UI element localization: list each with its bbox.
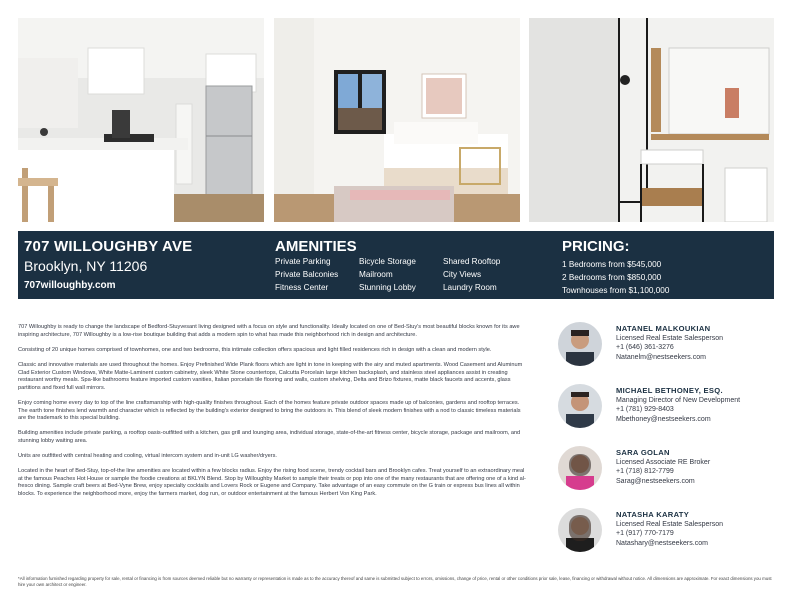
amenities-title: AMENITIES: [275, 238, 357, 255]
agent-title: Licensed Real Estate Salesperson: [616, 334, 724, 342]
agent-phone[interactable]: +1 (781) 929-8403: [616, 406, 674, 414]
agent-name: NATANEL MALKOUKIAN: [616, 324, 711, 333]
agent-phone[interactable]: +1 (917) 770-7179: [616, 530, 674, 538]
agent-email[interactable]: Natashary@nestseekers.com: [616, 539, 708, 547]
agent-name: MICHAEL BETHONEY, ESQ.: [616, 386, 723, 395]
agent-email[interactable]: Mbethoney@nestseekers.com: [616, 415, 711, 423]
pricing-item: 1 Bedrooms from $545,000: [562, 260, 662, 269]
description-paragraph: Enjoy coming home every day to top of the line craftsmanship with high-quality finishes throughout. Each of the homes feature private outdoor spaces made up of balconies, gardens and rooftop terraces. The earth tone finishes lend warmth and character which is reflected by the building's exterior designed to bring the outdoors in. This blend of sleek modern finishes with a nod to classic timeless materials are the trademark to this special building.: [18, 399, 521, 422]
address-city: Brooklyn, NY 11206: [24, 258, 148, 274]
photo-strip: [18, 18, 774, 222]
amenity-item: Shared Rooftop: [443, 257, 501, 266]
amenity-item: Bicycle Storage: [359, 257, 416, 266]
agent-phone[interactable]: +1 (718) 812-7799: [616, 468, 674, 476]
amenity-item: City Views: [443, 270, 482, 279]
amenity-item: Laundry Room: [443, 283, 497, 292]
amenity-item: Private Parking: [275, 257, 331, 266]
description-paragraph: Building amenities include private parking, a rooftop oasis-outfitted with a kitchen, gas grill and lounging area, individual storage, state-of-the-art fitness center, bicycle storage, package and mailroom, and stunning lobby waiting area.: [18, 430, 521, 444]
pricing-list: [562, 258, 669, 297]
description-paragraph: Consisting of 20 unique homes comprised of townhomes, one and two bedrooms, this intimate collection offers spacious and light filled residences rich in design with a clean and modern style.: [18, 346, 492, 353]
address-title: 707 WILLOUGHBY AVE: [24, 238, 193, 255]
amenity-item: Private Balconies: [275, 270, 339, 279]
website-link[interactable]: 707willoughby.com: [24, 280, 116, 291]
amenity-item: Mailroom: [359, 270, 393, 279]
disclaimer: *All information furnished regarding property for sale, rental or financing is from sources deemed reliable but no warranty or representation is made as to the accuracy thereof and same is submitted subject to errors, omissions, change of price, rental or other conditions prior sale, lease, financing or withdrawal without notice. All dimensions are approximate. For exact dimensions you must hire your own architect or engineer.: [18, 576, 772, 587]
agent-name: NATASHA KARATY: [616, 510, 690, 519]
avatar: [558, 446, 602, 490]
bedroom-photo: [274, 18, 520, 222]
amenity-item: Fitness Center: [275, 283, 329, 292]
agent-email[interactable]: Natanelm@nestseekers.com: [616, 353, 706, 361]
agent-title: Licensed Associate RE Broker: [616, 458, 711, 466]
agent-phone[interactable]: +1 (646) 361-3276: [616, 344, 674, 352]
amenities-list: [275, 256, 545, 294]
agent-name: SARA GOLAN: [616, 448, 670, 457]
description-paragraph: 707 Willoughby is ready to change the landscape of Bedford-Stuyvesant living designed with a focus on style and functionality. Ideally located on one of Bed-Stuy's most beautiful blocks known for its awe inspiring architecture, 707 Willoughby is a low-rise boutique building that adds a modern spin to what has made this neighborhood rich in design and architecture.: [18, 324, 520, 338]
description-paragraph: Classic and innovative materials are used throughout the homes. Enjoy Prefinished Wide Plank floors which are light in tone in keeping with the airy and muted apartments. Wood Casement and Aluminum Clad Exterior Custom Windows, White Matte-Laminent custom cabinetry, sleek White Stone countertops, Calcutta Porcelain large kitchen backsplash, and stainless steel appliances assist in creating restaurant worthy meals. Spa-like bathrooms feature imported custom vanities, Italian porcelain tile flooring and walls, custom shelving, Delta and Brizo fixtures, matte black faucets and accents, glass partitions and fixed full wall mirrors.: [18, 361, 523, 391]
agent-card: [558, 446, 774, 508]
agent-title: Managing Director of New Development: [616, 396, 741, 404]
description-paragraph: Units are outfitted with central heating and cooling, virtual intercom system and in-unit LG washer/dryers.: [18, 453, 277, 460]
agent-card: [558, 384, 774, 446]
agent-list: [558, 322, 774, 570]
avatar: [558, 384, 602, 428]
description: [18, 324, 530, 506]
kitchen-photo: [18, 18, 264, 222]
agent-card: [558, 508, 774, 570]
amenity-item: Stunning Lobby: [359, 283, 416, 292]
agent-title: Licensed Real Estate Salesperson: [616, 520, 724, 528]
avatar: [558, 508, 602, 552]
agent-email[interactable]: Sarag@nestseekers.com: [616, 477, 695, 485]
pricing-item: Townhouses from $1,100,000: [562, 286, 670, 295]
pricing-item: 2 Bedrooms from $850,000: [562, 273, 662, 282]
bathroom-photo: [529, 18, 774, 222]
info-band: [18, 231, 774, 299]
pricing-title: PRICING:: [562, 238, 630, 255]
description-paragraph: Located in the heart of Bed-Stuy, top-of-the line amenities are located within a few blocks radius. Enjoy the rising food scene, trendy cocktail bars and Brooklyn cafes. Treat yourself to an extraordinary meal at the famous Peaches Hot House or sample the foodie creations at BKLYN Blend. Stop by Willoughby Market to sample their treats or pop into one of the many restaurants that are offering one of a kind al-fresco dining. Sample craft beers at Bed-Vyne Brew, enjoy specialty cocktails and Lovers Rock or Eugene and Company. Take advantage of an easy commute on the G train or express bus lines all within blocks. To experience the neighborhood more, enjoy the farmers market, dog run, or outdoor entertainment at the famous Herbert Von King Park.: [18, 468, 526, 498]
agent-card: [558, 322, 774, 384]
avatar: [558, 322, 602, 366]
